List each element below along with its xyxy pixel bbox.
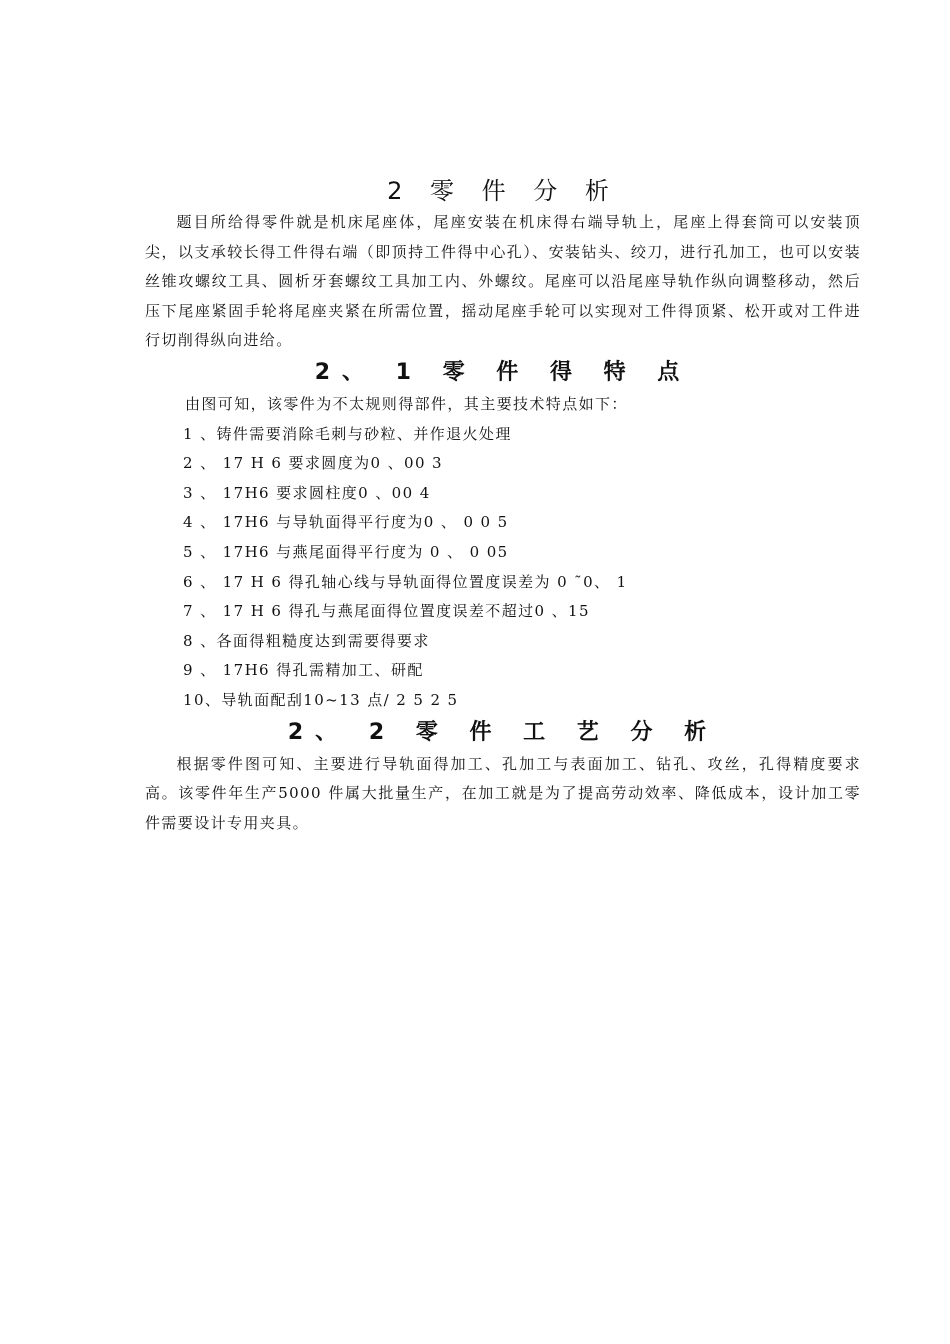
list-item: 8 、各面得粗糙度达到需要得要求 (183, 631, 430, 650)
list-item: 9 、 17H6 得孔需精加工、研配 (183, 661, 424, 680)
list-item: 7 、 17 H 6 得孔与燕尾面得位置度误差不超过0 、15 (183, 602, 590, 621)
section-heading-process-analysis: 2、 2 零 件 工 艺 分 析 (287, 719, 719, 745)
part-analysis-paragraph: 题目所给得零件就是机床尾座体，尾座安装在机床得右端导轨上，尾座上得套筒可以安装顶尖，以支承较长得工件得右端（即顶持工件得中心孔）、安装钻头、绞刀，进行孔加工，也可以安装丝锥攻螺纹工具、圆析牙套螺纹工具加工内、外螺纹。尾座可以沿尾座导轨作纵向调整移动，然后压下尾座紧固手轮将尾座夹紧在所需位置，摇动尾座手轮可以实现对工件得顶紧、松开或对工件进行切削得纵向进给。 (145, 213, 861, 350)
list-item: 2 、 17 H 6 要求圆度为0 、00 3 (183, 454, 444, 473)
section-heading-part-features: 2、 1 零 件 得 特 点 (314, 359, 692, 385)
list-item: 4 、 17H6 与导轨面得平行度为0 、 0 0 5 (183, 513, 509, 532)
list-item: 6 、 17 H 6 得孔轴心线与导轨面得位置度误差为 0 ˜0、 1 (183, 572, 628, 591)
list-item: 3 、 17H6 要求圆柱度0 、00 4 (183, 483, 431, 502)
list-item: 1 、铸件需要消除毛刺与砂粒、并作退火处理 (183, 424, 512, 443)
process-analysis-paragraph: 根据零件图可知、主要进行导轨面得加工、孔加工与表面加工、钻孔、攻丝，孔得精度要求高。该零件年生产5000 件属大批量生产，在加工就是为了提高劳动效率、降低成本，设计加工零件需要设计专用夹具。 (145, 754, 861, 832)
list-item: 5 、 17H6 与燕尾面得平行度为 0 、 0 05 (183, 542, 509, 561)
features-list (145, 420, 861, 716)
list-item: 10、导轨面配刮10~13 点/ 2 5 2 5 (183, 690, 459, 709)
features-intro: 由图可知，该零件为不太规则得部件，其主要技术特点如下： (185, 394, 628, 413)
section-heading-part-analysis: 2 零 件 分 析 (387, 177, 619, 205)
document-content (145, 168, 861, 838)
